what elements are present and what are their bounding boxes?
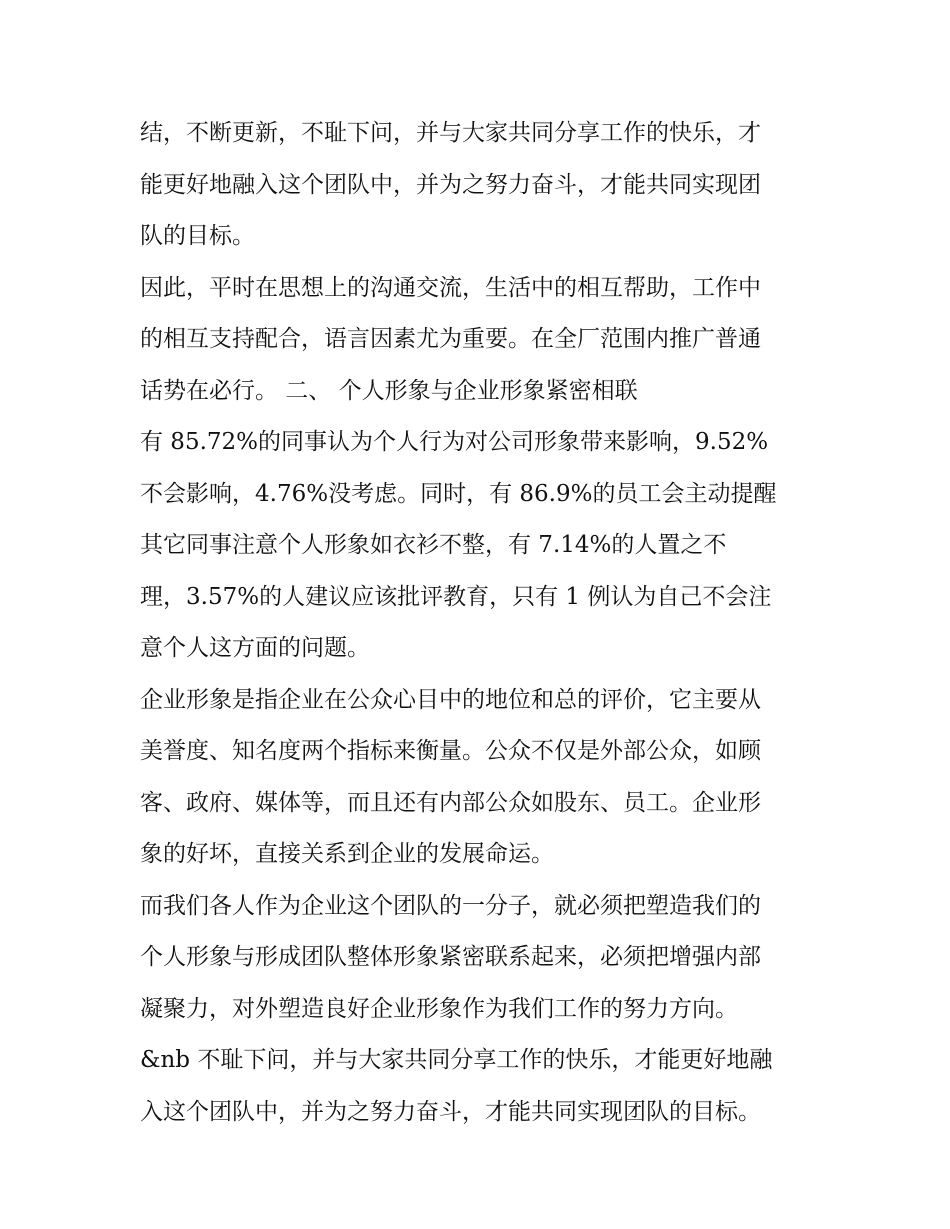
- text-line: 意个人这方面的问题。: [140, 635, 370, 661]
- text-line: &nb 不耻下问，并与大家共同分享工作的快乐，才能更好地融: [140, 1047, 773, 1073]
- text-line: 个人形象与形成团队整体形象紧密联系起来，必须把增强内部: [140, 944, 761, 970]
- text-line: 能更好地融入这个团队中，并为之努力奋斗，才能共同实现团: [140, 171, 761, 198]
- text-line: 不会影响，4.76%没考虑。同时，有 86.9%的员工会主动提醒: [140, 480, 777, 507]
- text-line: 理，3.57%的人建议应该批评教育，只有 1 例认为自己不会注: [140, 583, 772, 610]
- text-line: 象的好坏，直接关系到企业的发展命运。: [140, 841, 554, 867]
- text-line: 凝聚力，对外塑造良好企业形象作为我们工作的努力方向。: [140, 995, 738, 1022]
- text-line: 其它同事注意个人形象如衣衫不整，有 7.14%的人置之不: [140, 532, 727, 558]
- text-line: 有 85.72%的同事认为个人行为对公司形象带来影响，9.52%: [140, 429, 769, 455]
- text-line: 企业形象是指企业在公众心目中的地位和总的评价，它主要从: [140, 686, 761, 713]
- text-line: 客、政府、媒体等，而且还有内部公众如股东、员工。企业形: [140, 789, 761, 816]
- text-line: 队的目标。: [140, 223, 255, 249]
- text-line: 结，不断更新，不耻下问，并与大家共同分享工作的快乐，才: [140, 120, 761, 146]
- text-line: 因此，平时在思想上的沟通交流，生活中的相互帮助，工作中: [140, 274, 761, 301]
- text-line: 的相互支持配合，语言因素尤为重要。在全厂范围内推广普通: [140, 326, 761, 352]
- text-line: 美誉度、知名度两个指标来衡量。公众不仅是外部公众，如顾: [140, 738, 761, 764]
- text-line: 而我们各人作为企业这个团队的一分子，就必须把塑造我们的: [140, 892, 761, 919]
- text-line: 入这个团队中，并为之努力奋斗，才能共同实现团队的目标。: [140, 1098, 761, 1125]
- text-line: 话势在必行。 二、 个人形象与企业形象紧密相联: [140, 377, 638, 404]
- document-body: [140, 108, 830, 1138]
